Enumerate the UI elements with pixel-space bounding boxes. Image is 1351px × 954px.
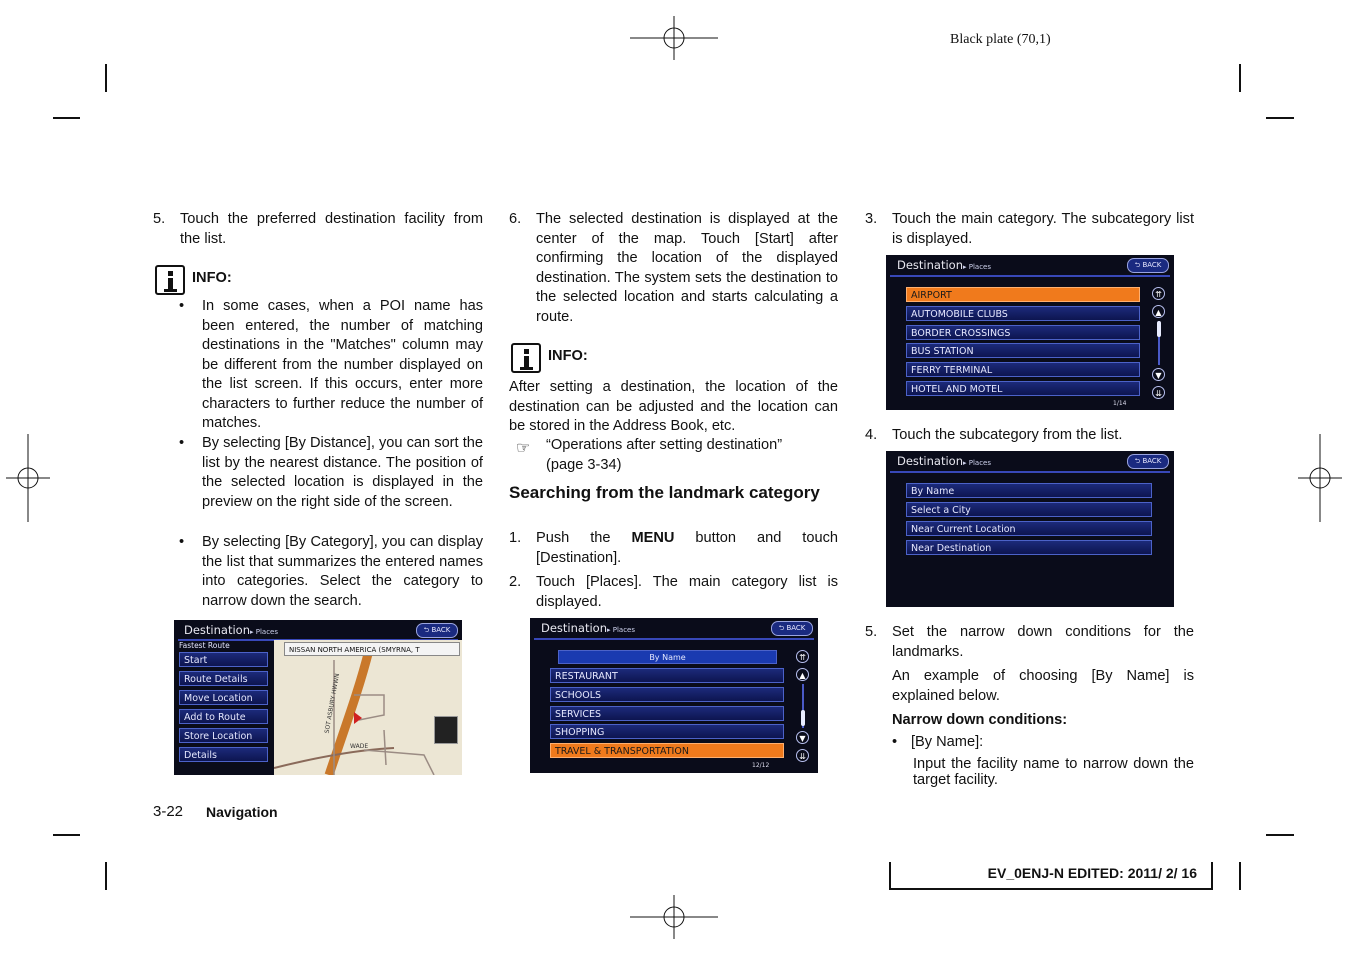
step-4 — [865, 426, 1194, 446]
select-a-city-button[interactable]: Select a City — [906, 502, 1152, 517]
bullet-glyph: • — [179, 298, 185, 314]
list-item-travel-transportation[interactable]: TRAVEL & TRANSPORTATION — [550, 743, 784, 758]
step-number: 5. — [865, 624, 878, 640]
map-preview[interactable] — [274, 640, 462, 775]
title-divider — [534, 638, 814, 640]
by-name-button[interactable]: By Name — [558, 650, 777, 664]
list-item-restaurant[interactable]: RESTAURANT — [550, 668, 784, 683]
page-up-icon[interactable]: ⇈ — [796, 650, 809, 663]
store-location-button[interactable]: Store Location — [179, 728, 268, 743]
menu-button-label: MENU — [631, 530, 675, 546]
road-label: WADE — [350, 743, 369, 750]
narrow-heading: Narrow down conditions: — [892, 712, 1068, 728]
route-details-button[interactable]: Route Details — [179, 671, 268, 686]
info-text: After setting a destination, the location of the destination can be adjusted and the location can be stored in the Address Book, etc. — [509, 379, 838, 434]
crop-mark — [1266, 834, 1294, 836]
info-bullet-3 — [179, 533, 483, 611]
step-text: Push the MENU button and touch [Destination]. — [536, 530, 838, 566]
compass-icon[interactable] — [434, 716, 458, 744]
reference-hand-icon: ☞ — [516, 440, 531, 457]
list-item-automobile-clubs[interactable]: AUTOMOBILE CLUBS — [906, 306, 1140, 321]
nav-screen-map-preview — [174, 620, 462, 775]
title-divider — [890, 471, 1170, 473]
reference-text: “Operations after setting destination” (page 3-34) — [546, 437, 783, 473]
registration-mark-right — [1298, 434, 1342, 522]
move-location-button[interactable]: Move Location — [179, 690, 268, 705]
screen-title: Destination▸ Places — [897, 258, 991, 272]
list-item-bus-station[interactable]: BUS STATION — [906, 343, 1140, 358]
page-indicator: 1/14 — [1113, 400, 1127, 407]
list-item-shopping[interactable]: SHOPPING — [550, 724, 784, 739]
list-item-airport[interactable]: AIRPORT — [906, 287, 1140, 302]
bullet-text: By selecting [By Category], you can display the list that summarizes the entered names into categories. Select the category to narrow down the search. — [202, 534, 483, 609]
crop-mark — [1266, 117, 1294, 119]
step-number: 5. — [153, 211, 166, 227]
list-item-schools[interactable]: SCHOOLS — [550, 687, 784, 702]
back-button[interactable]: ⮌ BACK — [1127, 454, 1169, 469]
bullet-text: In some cases, when a POI name has been entered, the number of matching destinations in the "Matches" column may be different from the number displayed on the list screen. If this occurs, enter more characters to further reduce the number of matches. — [202, 298, 483, 431]
page-number: 3-22 — [153, 803, 184, 820]
back-button[interactable]: ⮌ BACK — [771, 621, 813, 636]
by-name-button[interactable]: By Name — [906, 483, 1152, 498]
registration-mark-left — [6, 434, 50, 522]
registration-mark-top — [630, 16, 718, 60]
page-up-icon[interactable]: ⇈ — [1152, 287, 1165, 300]
near-destination-button[interactable]: Near Destination — [906, 540, 1152, 555]
step-number: 3. — [865, 211, 878, 227]
crop-mark — [53, 834, 80, 836]
list-item-services[interactable]: SERVICES — [550, 706, 784, 721]
screen-title: Destination▸ Places — [184, 623, 278, 637]
list-item-ferry-terminal[interactable]: FERRY TERMINAL — [906, 362, 1140, 377]
screen-title: Destination▸ Places — [897, 454, 991, 468]
narrow-text: Input the facility name to narrow down the target facility. — [913, 756, 1194, 788]
info-label: INFO: — [548, 348, 588, 364]
bullet-text: By selecting [By Distance], you can sort the list by the nearest distance. The position of the selected location is displayed in the preview on the right side of the screen. — [202, 435, 483, 510]
list-item-border-crossings[interactable]: BORDER CROSSINGS — [906, 325, 1140, 340]
registration-mark-bottom — [630, 895, 718, 939]
plate-label: Black plate (70,1) — [950, 32, 1051, 47]
scroll-down-icon[interactable]: ▼ — [796, 731, 809, 744]
example-text: An example of choosing [By Name] is explained below. — [892, 668, 1194, 704]
info-bullet-2 — [179, 434, 483, 512]
scroll-down-icon[interactable]: ▼ — [1152, 368, 1165, 381]
step-1 — [509, 529, 838, 568]
step-number: 1. — [509, 530, 522, 546]
section-name: Navigation — [206, 804, 278, 820]
info-icon — [155, 265, 185, 295]
crop-mark — [105, 64, 107, 92]
map-destination-banner: NISSAN NORTH AMERICA (SMYRNA, T — [284, 642, 460, 656]
scroll-up-icon[interactable]: ▲ — [1152, 305, 1165, 318]
step-number: 6. — [509, 211, 522, 227]
step-5 — [153, 210, 483, 249]
section-heading: Searching from the landmark category — [509, 483, 820, 502]
bullet-text: [By Name]: — [911, 734, 984, 750]
info-bullet-1 — [179, 297, 483, 434]
bullet-glyph: • — [179, 534, 185, 550]
info-label: INFO: — [192, 270, 232, 286]
step-number: 4. — [865, 427, 878, 443]
page-down-icon[interactable]: ⇊ — [796, 749, 809, 762]
scrollbar-thumb[interactable] — [1157, 321, 1161, 337]
bullet-glyph: • — [179, 435, 185, 451]
scroll-up-icon[interactable]: ▲ — [796, 668, 809, 681]
step-number: 2. — [509, 574, 522, 590]
step-text: Set the narrow down conditions for the landmarks. — [892, 624, 1194, 660]
page-down-icon[interactable]: ⇊ — [1152, 386, 1165, 399]
bullet-glyph: • — [892, 734, 898, 750]
crop-mark — [1239, 862, 1241, 890]
step-text: Touch the preferred destination facility from the list. — [180, 211, 483, 247]
start-button[interactable]: Start — [179, 652, 268, 667]
crop-mark — [105, 862, 107, 890]
step-text: Touch [Places]. The main category list is displayed. — [536, 574, 838, 610]
crop-mark — [53, 117, 80, 119]
page-indicator: 12/12 — [752, 762, 770, 769]
step-text: Touch the subcategory from the list. — [892, 427, 1123, 443]
step-5-conditions — [865, 623, 1194, 662]
narrow-bullet — [892, 733, 1194, 753]
step-6 — [509, 210, 838, 327]
crop-mark — [1239, 64, 1241, 92]
back-button[interactable]: ⮌ BACK — [1127, 258, 1169, 273]
map-roads — [274, 640, 462, 775]
edit-stamp: EV_0ENJ-N EDITED: 2011/ 2/ 16 — [889, 862, 1213, 890]
title-divider — [890, 275, 1170, 277]
step-text: The selected destination is displayed at the center of the map. Touch [Start] after confirming the location of the displayed destination. The system sets the destination to the selected location and starts calculating a route. — [536, 211, 838, 325]
road-label: SOT ASBURY HWWN — [323, 672, 342, 735]
nav-screen-subcategory — [886, 255, 1174, 410]
route-subtitle: Fastest Route — [179, 641, 230, 650]
step-2 — [509, 573, 838, 612]
nav-screen-search-method — [886, 451, 1174, 607]
screen-title: Destination▸ Places — [541, 621, 635, 635]
step-3 — [865, 210, 1194, 249]
back-button[interactable]: ⮌ BACK — [416, 623, 458, 638]
step-text: Touch the main category. The subcategory list is displayed. — [892, 211, 1194, 247]
add-to-route-button[interactable]: Add to Route — [179, 709, 268, 724]
near-current-location-button[interactable]: Near Current Location — [906, 521, 1152, 536]
info-icon — [511, 343, 541, 373]
nav-screen-main-category — [530, 618, 818, 773]
list-item-hotel-and-motel[interactable]: HOTEL AND MOTEL — [906, 381, 1140, 396]
scrollbar-thumb[interactable] — [801, 710, 805, 726]
details-button[interactable]: Details — [179, 747, 268, 762]
